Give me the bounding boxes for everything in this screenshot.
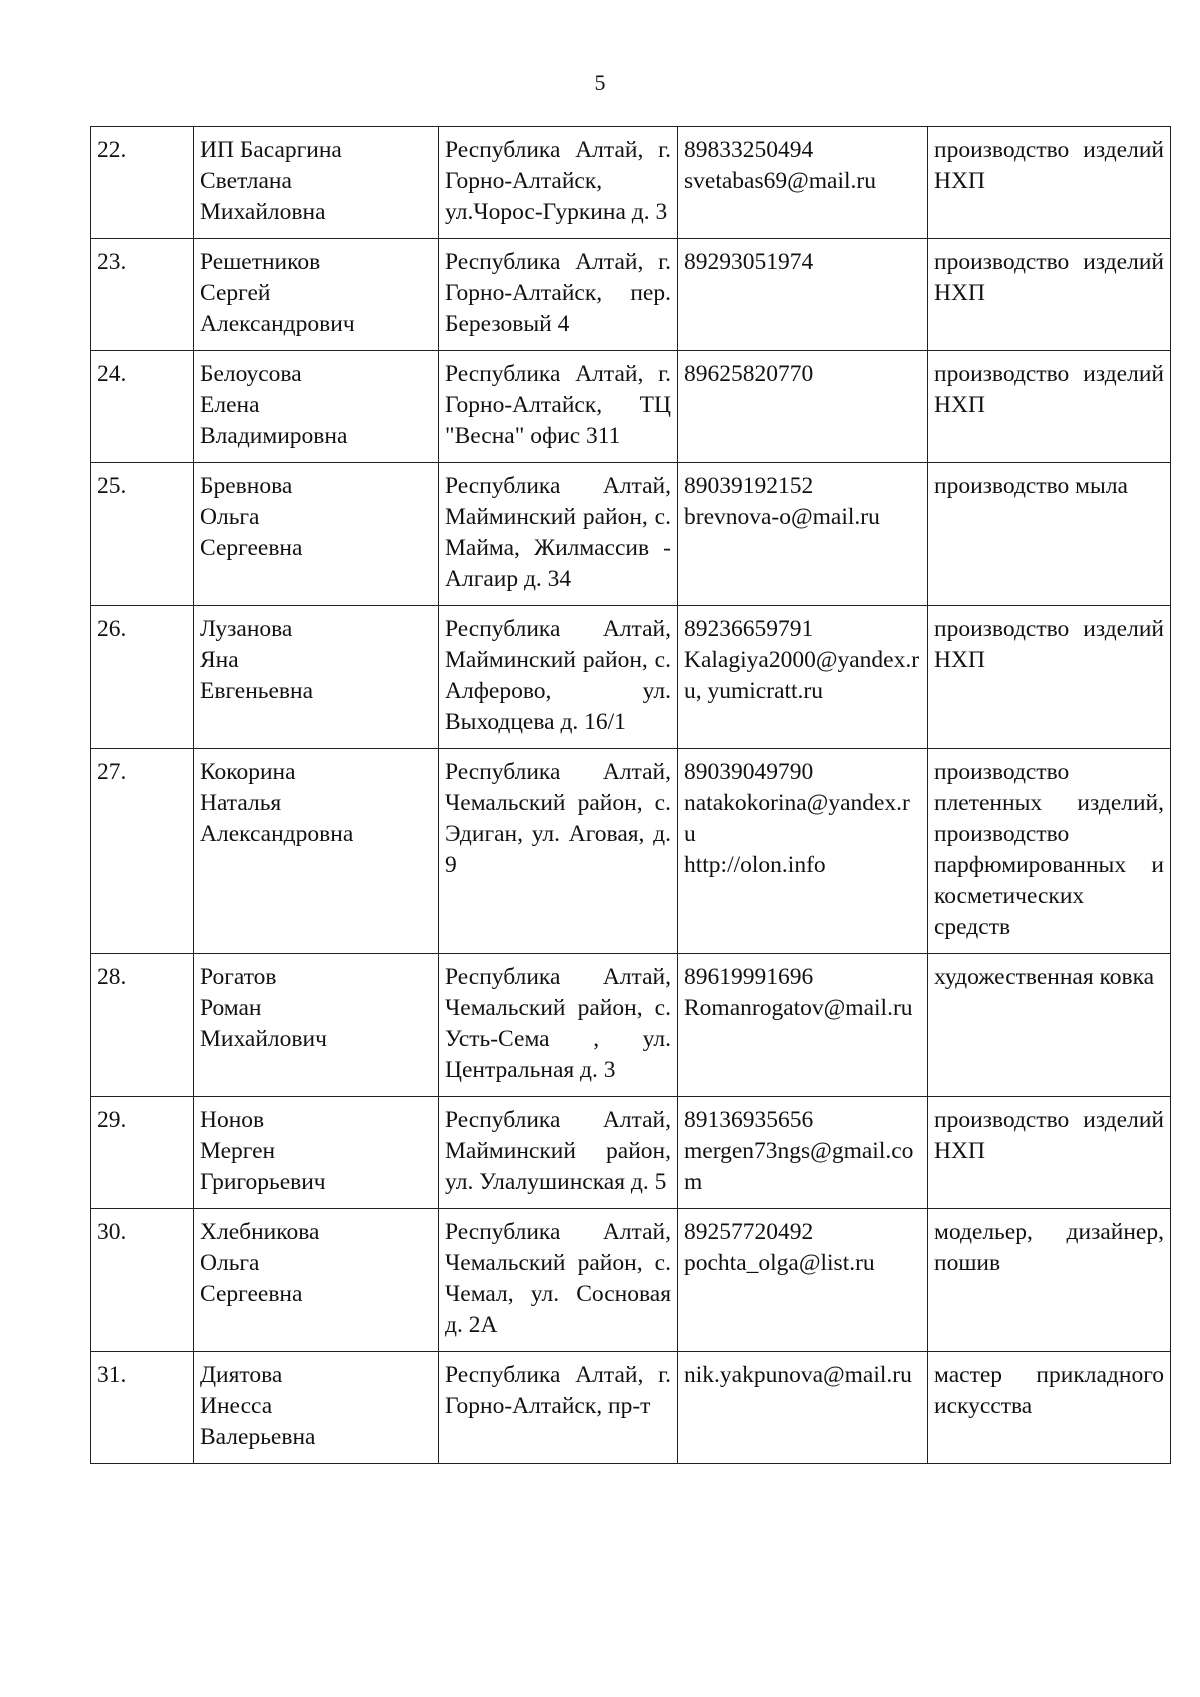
person-name [194,1352,439,1464]
person-name [194,127,439,239]
person-name-line: Евгеньевна [200,678,314,704]
person-name-line: Александровна [200,821,354,847]
activity: производство изделий НХП [928,351,1171,463]
row-number: 25. [91,463,194,606]
page-number: 5 [594,70,606,95]
person-name-line: Валерьевна [200,1424,316,1450]
address: Республика Алтай, Майминский район, с. Алферово, ул. Выходцева д. 16/1 [439,606,678,749]
contacts [678,954,928,1097]
person-name [194,954,439,1097]
contacts [678,1209,928,1352]
contacts [678,749,928,954]
row-number: 31. [91,1352,194,1464]
contact-link[interactable]: brevnova-o@mail.ru [684,504,880,530]
contact-link[interactable]: natakokorina@yandex.ru [684,790,910,847]
activity: мастер прикладного искусства [928,1352,1171,1464]
activity: производство изделий НХП [928,239,1171,351]
phone-number: 89039049790 [684,759,814,785]
contacts [678,463,928,606]
person-name-line: Михайловна [200,199,326,225]
contacts [678,239,928,351]
contacts [678,1097,928,1209]
person-name-line: Михайлович [200,1026,327,1052]
phone-number: 89236659791 [684,616,814,642]
row-number: 29. [91,1097,194,1209]
person-name [194,1209,439,1352]
activity: производство изделий НХП [928,127,1171,239]
person-name-line: Кокорина [200,759,296,785]
activity: модельер, дизайнер, пошив [928,1209,1171,1352]
contact-link[interactable]: Romanrogatov@mail.ru [684,995,913,1021]
person-name-line: Александрович [200,311,355,337]
person-name-line: Сергеевна [200,535,303,561]
registry-table [90,126,1171,1464]
contacts [678,127,928,239]
person-name-line: Григорьевич [200,1169,326,1195]
table-row [91,749,1171,954]
phone-number: 89293051974 [684,249,814,275]
contact-link[interactable]: mergen73ngs@gmail.com [684,1138,914,1195]
table-row [91,239,1171,351]
table-row [91,1097,1171,1209]
activity: производство плетенных изделий, производство парфюмированных и косметических средств [928,749,1171,954]
person-name-line: Мерген [200,1138,276,1164]
contacts [678,351,928,463]
row-number: 27. [91,749,194,954]
contacts [678,1352,928,1464]
address: Республика Алтай, Чемальский район, с. Эдиган, ул. Аговая, д. 9 [439,749,678,954]
table-row [91,127,1171,239]
registry-table-body [91,127,1171,1464]
address: Республика Алтай, г. Горно-Алтайск, пр-т [439,1352,678,1464]
row-number: 24. [91,351,194,463]
phone-number: 89833250494 [684,137,814,163]
person-name-line: Диятова [200,1362,283,1388]
person-name [194,1097,439,1209]
person-name-line: Инесса [200,1393,273,1419]
person-name-line: Хлебникова [200,1219,320,1245]
phone-number: 89619991696 [684,964,814,990]
contact-link[interactable]: http://olon.info [684,852,826,878]
person-name [194,239,439,351]
person-name-line: Владимировна [200,423,348,449]
table-row [91,606,1171,749]
activity: производство изделий НХП [928,606,1171,749]
person-name-line: Бревнова [200,473,293,499]
phone-number: 89257720492 [684,1219,814,1245]
person-name [194,351,439,463]
table-row [91,1352,1171,1464]
address: Республика Алтай, Чемальский район, с. Усть-Сема , ул. Центральная д. 3 [439,954,678,1097]
person-name-line: Наталья [200,790,282,816]
address: Республика Алтай, Чемальский район, с. Чемал, ул. Сосновая д. 2А [439,1209,678,1352]
table-row [91,463,1171,606]
address: Республика Алтай, г. Горно-Алтайск, ТЦ "Весна" офис 311 [439,351,678,463]
phone-number: 89039192152 [684,473,814,499]
person-name-line: ИП Басаргина [200,137,342,163]
contact-link[interactable]: nik.yakpunova@mail.ru [684,1362,912,1388]
person-name-line: Рогатов [200,964,277,990]
person-name-line: Нонов [200,1107,265,1133]
person-name-line: Ольга [200,1250,260,1276]
person-name [194,606,439,749]
person-name-line: Ольга [200,504,260,530]
row-number: 30. [91,1209,194,1352]
contact-link[interactable]: pochta_olga@list.ru [684,1250,875,1276]
person-name-line: Яна [200,647,239,673]
phone-number: 89625820770 [684,361,814,387]
address: Республика Алтай, г. Горно-Алтайск, пер. Березовый 4 [439,239,678,351]
activity: производство изделий НХП [928,1097,1171,1209]
phone-number: 89136935656 [684,1107,814,1133]
row-number: 26. [91,606,194,749]
person-name [194,463,439,606]
person-name-line: Роман [200,995,262,1021]
table-row [91,1209,1171,1352]
person-name-line: Светлана [200,168,292,194]
person-name-line: Белоусова [200,361,302,387]
person-name [194,749,439,954]
address: Республика Алтай, Майминский район, с. Майма, Жилмассив - Алгаир д. 34 [439,463,678,606]
person-name-line: Решетников [200,249,321,275]
contact-link[interactable]: svetabas69@mail.ru [684,168,876,194]
person-name-line: Лузанова [200,616,293,642]
table-row [91,351,1171,463]
table-row [91,954,1171,1097]
person-name-line: Сергеевна [200,1281,303,1307]
person-name-line: Елена [200,392,260,418]
activity: производство мыла [928,463,1171,606]
activity: художественная ковка [928,954,1171,1097]
person-name-line: Сергей [200,280,271,306]
row-number: 23. [91,239,194,351]
address: Республика Алтай, Майминский район, ул. Улалушинская д. 5 [439,1097,678,1209]
address: Республика Алтай, г. Горно-Алтайск, ул.Чорос-Гуркина д. 3 [439,127,678,239]
row-number: 22. [91,127,194,239]
contact-link[interactable]: Kalagiya2000@yandex.ru, yumicratt.ru [684,647,920,704]
contacts [678,606,928,749]
row-number: 28. [91,954,194,1097]
